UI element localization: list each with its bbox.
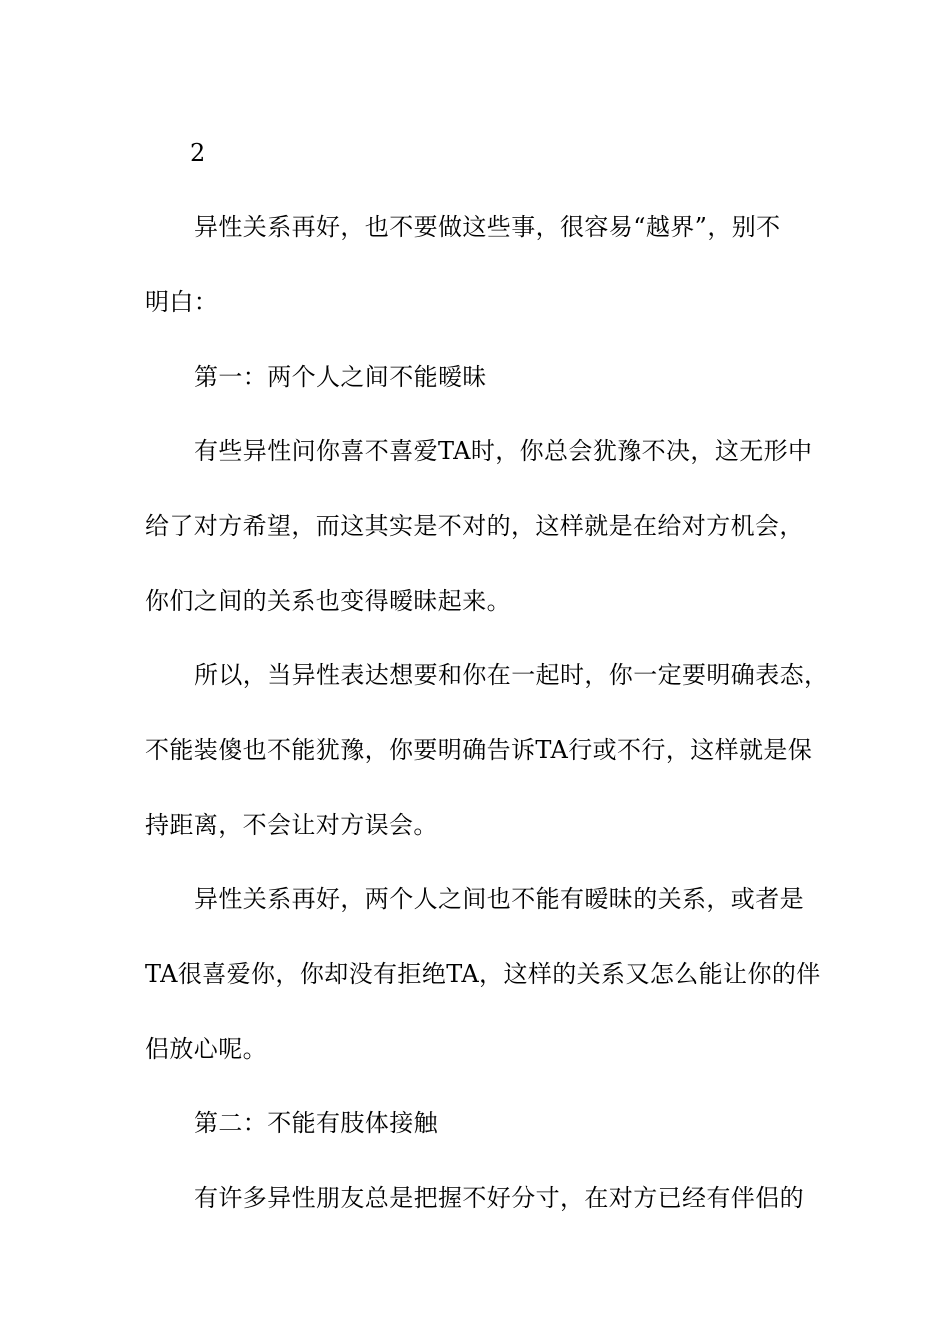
section-number: 2 <box>190 139 206 167</box>
paragraph-line: 侣放心呢。 <box>145 1035 267 1063</box>
paragraph-line: 有些异性问你喜不喜爱TA时，你总会犹豫不决，这无形中 <box>194 437 813 465</box>
paragraph-line: 明白： <box>145 288 219 316</box>
paragraph-line: 给了对方希望，而这其实是不对的，这样就是在给对方机会， <box>145 512 804 540</box>
subheading-first: 第一：两个人之间不能暧昧 <box>194 363 487 391</box>
paragraph-line: 异性关系再好，两个人之间也不能有暧昧的关系，或者是 <box>194 885 804 913</box>
subheading-second: 第二：不能有肢体接触 <box>194 1109 438 1137</box>
paragraph-line: 所以，当异性表达想要和你在一起时，你一定要明确表态， <box>194 661 829 689</box>
paragraph-line: 你们之间的关系也变得暧昧起来。 <box>145 587 511 615</box>
paragraph-line: 持距离，不会让对方误会。 <box>145 811 438 839</box>
paragraph-line: 不能装傻也不能犹豫，你要明确告诉TA行或不行，这样就是保 <box>145 736 813 764</box>
paragraph-line: 有许多异性朋友总是把握不好分寸，在对方已经有伴侣的 <box>194 1184 804 1212</box>
paragraph-line: 异性关系再好，也不要做这些事，很容易“越界”，别不 <box>194 213 781 241</box>
paragraph-line: TA很喜爱你，你却没有拒绝TA，这样的关系又怎么能让你的伴 <box>145 960 821 988</box>
